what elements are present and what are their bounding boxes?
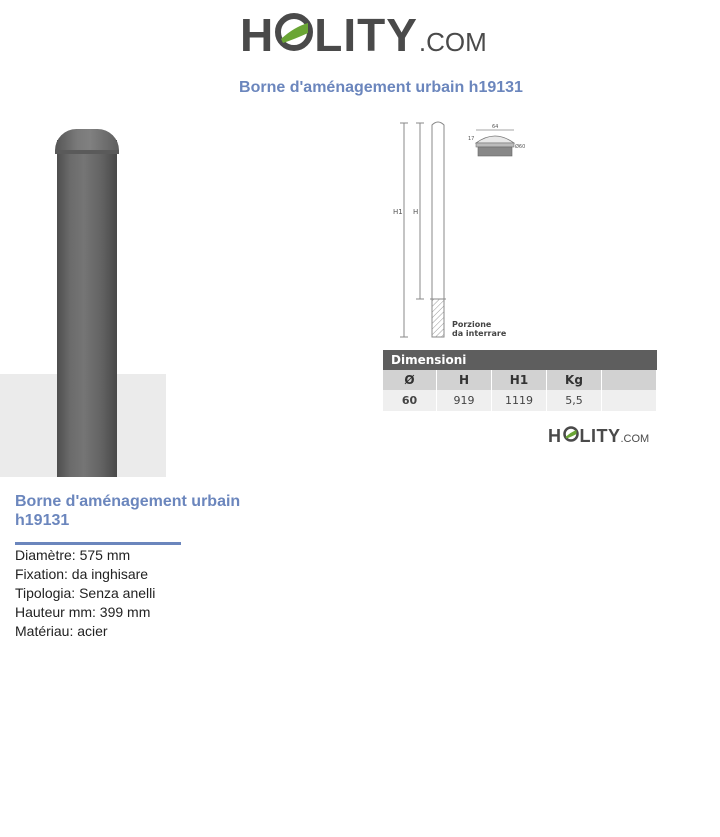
label-diameter: Ø60 — [515, 144, 526, 150]
header-h1: H1 — [492, 370, 547, 390]
spec-diameter: Diamètre: 575 mm — [15, 547, 131, 563]
logo-text-lity: LITY — [314, 9, 418, 61]
product-specs — [15, 546, 155, 641]
value-empty — [602, 390, 657, 411]
dimensions-value-row — [383, 390, 657, 411]
spec-materiau: Matériau: acier — [15, 623, 108, 639]
small-logo-o-icon — [563, 426, 579, 442]
value-diameter: 60 — [383, 390, 437, 411]
bollard-post — [57, 140, 117, 477]
title-divider — [15, 542, 181, 545]
logo-o-icon — [275, 13, 313, 51]
label-cap-width: 64 — [492, 124, 499, 130]
small-logo-lity: LITY — [579, 426, 621, 446]
product-title[interactable]: Borne d'aménagement urbain h19131 — [15, 493, 241, 529]
header-empty — [602, 370, 657, 390]
label-cap-height: 17 — [468, 136, 475, 142]
value-kg: 5,5 — [547, 390, 602, 411]
spec-tipologia: Tipologia: Senza anelli — [15, 585, 156, 601]
holity-logo[interactable] — [240, 9, 487, 61]
dimensions-table-title: Dimensioni — [383, 350, 657, 370]
spec-hauteur: Hauteur mm: 399 mm — [15, 604, 151, 620]
header-h: H — [437, 370, 492, 390]
small-logo-domain: .COM — [620, 433, 650, 445]
logo-text-h: H — [240, 9, 275, 61]
header-diameter: Ø — [383, 370, 437, 390]
page-title: Borne d'aménagement urbain h19131 — [239, 79, 523, 96]
value-h1: 1119 — [492, 390, 547, 411]
small-holity-logo — [548, 426, 649, 447]
bollard-cap-edge — [55, 150, 119, 154]
dimensions-table — [383, 350, 657, 411]
header-kg: Kg — [547, 370, 602, 390]
label-h1: H1 — [393, 208, 403, 216]
dimensions-header-row — [383, 370, 657, 390]
small-logo-h: H — [548, 426, 562, 446]
product-photo — [0, 118, 166, 477]
spec-fixation: Fixation: da inghisare — [15, 566, 149, 582]
label-h: H — [413, 208, 419, 216]
value-h: 919 — [437, 390, 492, 411]
label-buried-2: da interrare — [452, 329, 507, 338]
logo-text-domain: .COM — [418, 27, 487, 57]
label-buried-1: Porzione — [452, 320, 492, 329]
